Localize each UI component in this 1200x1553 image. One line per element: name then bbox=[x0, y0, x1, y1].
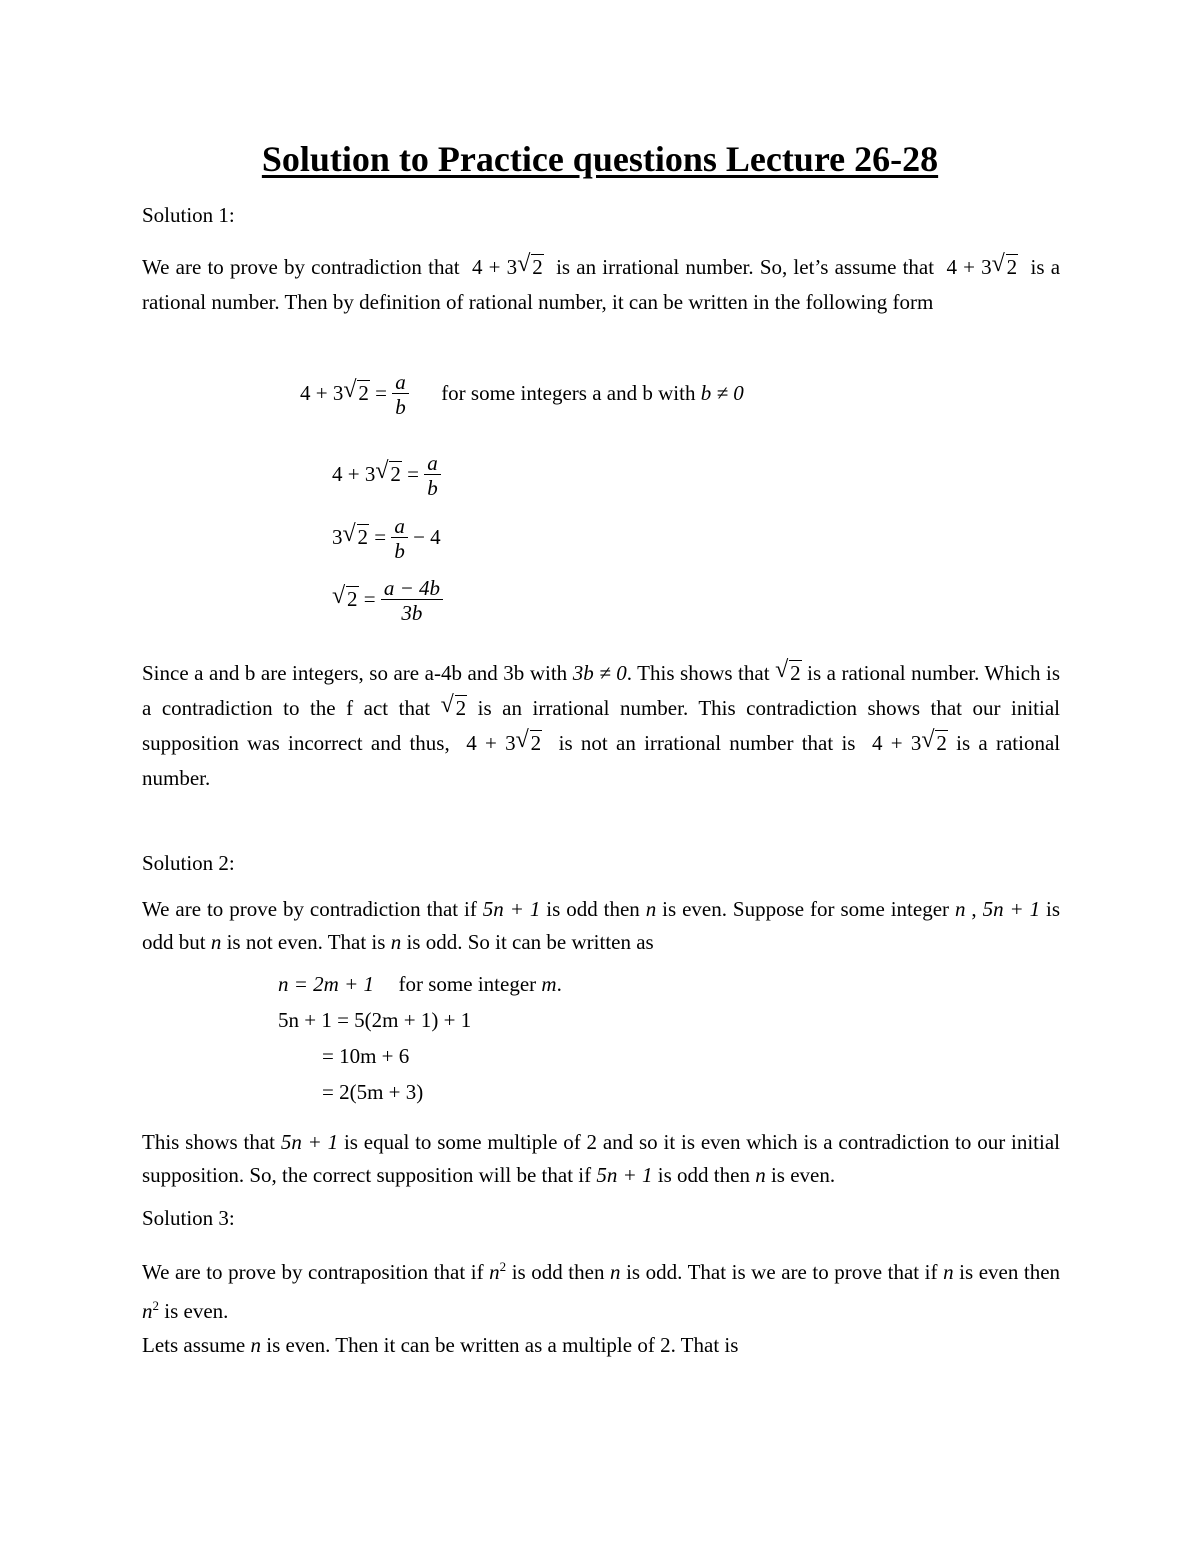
page-title: Solution to Practice questions Lecture 26-28 bbox=[261, 139, 939, 179]
equation-assumption: 4 + 3√ 2 = $\frac{a}{b}$ for some integers a and b with b ≠ 0 bbox=[300, 372, 744, 418]
equation-line-4: = 2(5m + 3) bbox=[322, 1080, 424, 1104]
solution-3-paragraph-2: Lets assume n is even. Then it can be written as a multiple of 2. That is bbox=[142, 1333, 739, 1357]
equation-line-2: 5n + 1 = 5(2m + 1) + 1 bbox=[278, 1008, 472, 1032]
solution-3-heading: Solution 3: bbox=[142, 1206, 235, 1230]
equation-step-1: 4 + 3√ 2 = $\frac{a}{b}$ bbox=[332, 453, 441, 499]
solution-1-paragraph-2: Since a and b are integers, so are a-4b and 3b with 3b ≠ 0. This shows that √ 2 is a rational number. Which is a contradiction to the f act that √ 2 is an irrational number. This contradiction shows that our initial supposition was incorrect and thus, 4 + 3√ 2 is not an irrational number that is 4 + 3√ 2 is a rational number. bbox=[142, 656, 1060, 796]
solution-3-paragraph-1: We are to prove by contraposition that if $n^2$ is odd then n is odd. That is we are to prove that if n is even then $n^2$ is even. bbox=[142, 1259, 1061, 1323]
solution-1-paragraph-1: We are to prove by contradiction that 4 + 3√ 2 is an irrational number. So, let’s assume that 4 + 3√ 2 is a rational number. Then by definition of rational number, it can be written in the following form bbox=[142, 250, 1060, 320]
equation-n-odd: n = 2m + 1 for some integer m. bbox=[278, 972, 562, 996]
expr-4-plus-3-root-2: 4 + 3√ 2 bbox=[466, 255, 550, 279]
solution-2-paragraph-1: We are to prove by contradiction that if 5n + 1 is odd then n is even. Suppose for some integer n , 5n + 1 is odd but n is not even. That is n is odd. So it can be written as bbox=[142, 897, 1061, 954]
solution-1-heading: Solution 1: bbox=[142, 203, 235, 227]
equation-step-3: √ 2 = $\frac{a - 4b}{3b}$ bbox=[332, 578, 443, 624]
equation-line-3: = 10m + 6 bbox=[322, 1044, 410, 1068]
expr-4-plus-3-root-2: 4 + 3√ 2 bbox=[940, 255, 1024, 279]
solution-2-heading: Solution 2: bbox=[142, 851, 235, 875]
solution-2-paragraph-2: This shows that 5n + 1 is equal to some multiple of 2 and so it is even which is a contradiction to our initial supposition. So, the correct supposition will be that if 5n + 1 is odd then n is even. bbox=[142, 1130, 1060, 1187]
equation-step-2: 3√ 2 = $\frac{a}{b}$ − 4 bbox=[332, 516, 441, 562]
fraction-a-over-b: $\frac{a}{b}$ bbox=[392, 372, 409, 418]
